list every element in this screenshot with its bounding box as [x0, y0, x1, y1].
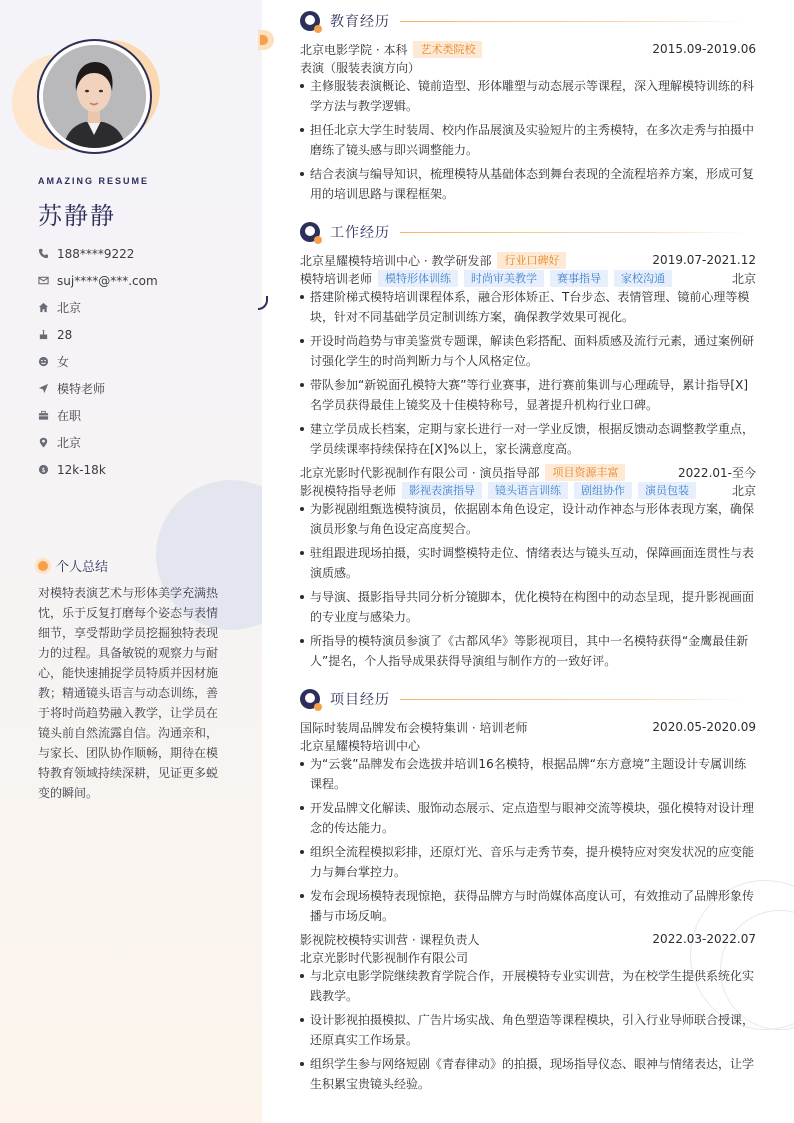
dot-icon	[38, 561, 48, 571]
school-tag: 艺术类院校	[413, 41, 482, 58]
summary-heading	[38, 556, 108, 575]
job-bullets	[300, 499, 756, 675]
skill-tag: 剧组协作	[574, 482, 632, 499]
info-position	[38, 375, 248, 402]
bullet-item: 发布会现场模特表现惊艳，获得品牌方与时尚媒体高度认可，有效推动了品牌形象传播与市场反响。	[300, 886, 756, 926]
portrait-photo	[43, 45, 146, 148]
svg-text:$: $	[41, 465, 46, 474]
salary-icon	[38, 464, 49, 475]
age-text: 28	[57, 327, 73, 342]
company-tag: 行业口碑好	[497, 252, 566, 269]
gender-text: 女	[57, 355, 70, 369]
bullet-item: 组织学生参与网络短剧《青春律动》的拍摄，现场指导仪态、眼神与情绪表达，让学生积累宝贵镜头经验。	[300, 1054, 756, 1094]
company-tag: 项目资源丰富	[545, 464, 625, 481]
bullet-item: 与北京电影学院继续教育学院合作，开展模特专业实训营，为在校学生提供系统化实践教学。	[300, 966, 756, 1006]
phone-icon	[38, 248, 49, 259]
info-email	[38, 267, 248, 294]
project-org-line	[300, 948, 756, 966]
salary-text: 12k-18k	[57, 462, 106, 477]
project-date: 2022.03-2022.07	[652, 932, 756, 946]
bullet-item: 主修服装表演概论、镜前造型、形体雕塑与动态展示等课程，深入理解模特训练的科学方法与教学逻辑。	[300, 76, 756, 116]
project-section-header	[300, 689, 748, 709]
project-org-line	[300, 736, 756, 754]
skill-tag: 家校沟通	[614, 270, 672, 287]
bullet-item: 担任北京大学生时装周、校内作品展演及实验短片的主秀模特，在多次走秀与拍摄中磨练了镜头感与即兴调整能力。	[300, 120, 756, 160]
info-gender	[38, 348, 248, 375]
hometown-text: 北京	[57, 301, 82, 315]
company-name: 北京光影时代影视制作有限公司 · 演员指导部	[300, 465, 540, 480]
sidebar	[0, 0, 262, 1123]
section-divider	[400, 699, 748, 700]
skill-tag: 演员包装	[638, 482, 696, 499]
job-city: 北京	[731, 483, 756, 498]
home-icon	[38, 302, 49, 313]
education-entry-header	[300, 40, 756, 58]
skill-tag: 时尚审美教学	[464, 270, 544, 287]
education-bullets	[300, 76, 756, 208]
project-date: 2020.05-2020.09	[652, 720, 756, 734]
bullet-item: 所指导的模特演员参演了《古都风华》等影视项目，其中一名模特获得“金鹰最佳新人”提名，个人指导成果获得导演组与制作方的一致好评。	[300, 631, 756, 671]
job-date: 2022.01-至今	[678, 465, 756, 480]
position-text: 模特老师	[57, 382, 106, 396]
bullet-item: 驻组跟进现场拍摄，实时调整模特走位、情绪表达与镜头互动，保障画面连贯性与表演质感。	[300, 543, 756, 583]
section-title: 项目经历	[330, 692, 390, 708]
info-salary	[38, 456, 248, 483]
cake-icon	[38, 329, 49, 340]
bullet-item: 搭建阶梯式模特培训课程体系，融合形体矫正、T台步态、表情管理、镜前心理等模块，针对不同基础学员定制训练方案，确保教学效果可视化。	[300, 287, 756, 327]
project-org: 北京星耀模特培训中心	[300, 738, 421, 753]
project-header	[300, 930, 756, 948]
job-role: 模特培训老师	[300, 271, 373, 286]
location-icon	[38, 437, 49, 448]
info-location	[38, 429, 248, 456]
phone-text: 188****9222	[57, 246, 135, 261]
education-section-header	[300, 11, 748, 31]
skill-tag: 赛事指导	[550, 270, 608, 287]
contact-info-list	[38, 240, 248, 483]
job-bullets	[300, 287, 756, 463]
project-bullets	[300, 754, 756, 930]
project-name: 国际时装周品牌发布会模特集训 · 培训老师	[300, 720, 528, 735]
info-phone	[38, 240, 248, 267]
bullet-item: 带队参加“新锐面孔模特大赛”等行业赛事，进行赛前集训与心理疏导，累计指导[X]名学员获得最佳上镜奖及十佳模特称号，显著提升机构行业口碑。	[300, 375, 756, 415]
skill-tag: 镜头语言训练	[488, 482, 568, 499]
section-icon	[300, 222, 320, 242]
section-divider	[400, 232, 748, 233]
avatar	[43, 45, 146, 148]
info-hometown	[38, 294, 248, 321]
email-text: suj****@***.com	[57, 273, 158, 288]
send-icon	[38, 383, 49, 394]
summary-title: 个人总结	[56, 560, 109, 575]
project-org: 北京光影时代影视制作有限公司	[300, 950, 469, 965]
major: 表演（服装表演方向）	[300, 60, 421, 75]
bullet-item: 结合表演与编导知识，梳理模特从基础体态到舞台表现的全流程培养方案，形成可复用的培训思路与课程框架。	[300, 164, 756, 204]
job-role-line	[300, 481, 756, 499]
company-name: 北京星耀模特培训中心 · 教学研发部	[300, 253, 492, 268]
section-icon	[300, 11, 320, 31]
person-name: 苏静静	[38, 202, 116, 230]
project-header	[300, 718, 756, 736]
bullet-item: 开设时尚趋势与审美鉴赏专题课，解读色彩搭配、面料质感及流行元素，通过案例研讨强化学生的时尚判断力与个人风格定位。	[300, 331, 756, 371]
project-bullets	[300, 966, 756, 1098]
project-name: 影视院校模特实训营 · 课程负责人	[300, 932, 480, 947]
job-header	[300, 251, 756, 269]
location-text: 北京	[57, 436, 82, 450]
decorative-arc	[258, 296, 268, 310]
skill-tag: 影视表演指导	[402, 482, 482, 499]
gender-icon	[38, 356, 49, 367]
bullet-item: 为影视剧组甄选模特演员，依据剧本角色设定，设计动作神态与形体表现方案，确保演员形象与角色设定高度契合。	[300, 499, 756, 539]
section-title: 工作经历	[330, 225, 390, 241]
bullet-item: 组织全流程模拟彩排，还原灯光、音乐与走秀节奏，提升模特应对突发状况的应变能力与舞台掌控力。	[300, 842, 756, 882]
bullet-item: 与导演、摄影指导共同分析分镜脚本，优化模特在构图中的动态呈现，提升影视画面的专业度与感染力。	[300, 587, 756, 627]
summary-text: 对模特表演艺术与形体美学充满热忱，乐于反复打磨每个姿态与表情细节，享受帮助学员挖掘独特表现力的过程。具备敏锐的观察力与耐心，能快速捕捉学员特质并因材施教；精通镜头语言与动态训练，善于将时尚趋势融入教学，让学员在镜头前自然流露自信。沟通亲和，与家长、团队协作顺畅，期待在模特教育领域持续深耕，见证更多蜕变的瞬间。	[38, 586, 219, 800]
school-name: 北京电影学院 · 本科	[300, 42, 408, 57]
job-city: 北京	[731, 271, 756, 286]
bullet-item: 建立学员成长档案，定期与家长进行一对一学业反馈，根据反馈动态调整教学重点，学员续课率持续保持在[X]%以上，家长满意度高。	[300, 419, 756, 459]
briefcase-icon	[38, 410, 49, 421]
email-icon	[38, 275, 49, 286]
job-date: 2019.07-2021.12	[652, 253, 756, 267]
work-section-header	[300, 222, 748, 242]
job-role-line	[300, 269, 756, 287]
resume-tagline: AMAZING RESUME	[38, 176, 149, 186]
section-divider	[400, 21, 748, 22]
status-text: 在职	[57, 409, 82, 423]
info-status	[38, 402, 248, 429]
section-icon	[300, 689, 320, 709]
job-role: 影视模特指导老师	[300, 483, 397, 498]
job-header	[300, 463, 756, 481]
bullet-item: 设计影视拍摄模拟、广告片场实战、角色塑造等课程模块，引入行业导师联合授课，还原真实工作场景。	[300, 1010, 756, 1050]
section-title: 教育经历	[330, 14, 390, 30]
bullet-item: 开发品牌文化解读、服饰动态展示、定点造型与眼神交流等模块，强化模特对设计理念的传达能力。	[300, 798, 756, 838]
bullet-item: 为“云裳”品牌发布会选拔并培训16名模特，根据品牌“东方意境”主题设计专属训练课程。	[300, 754, 756, 794]
education-major-line	[300, 58, 756, 76]
skill-tag: 模特形体训练	[378, 270, 458, 287]
info-age	[38, 321, 248, 348]
education-date: 2015.09-2019.06	[652, 42, 756, 56]
